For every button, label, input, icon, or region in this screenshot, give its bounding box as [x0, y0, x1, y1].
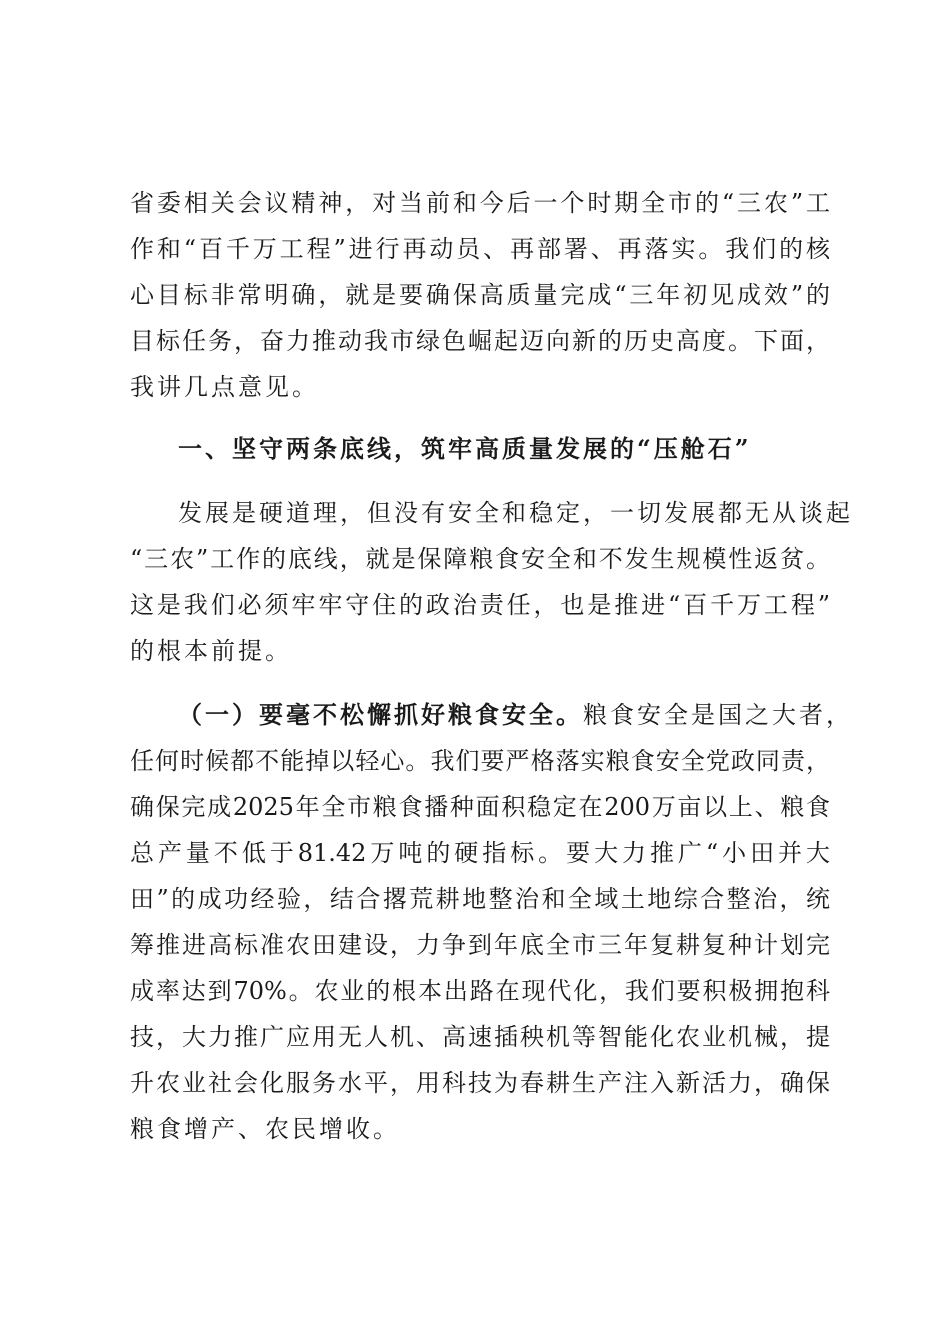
subsection-paragraph — [130, 692, 853, 1152]
section-heading: 一、坚守两条底线，筑牢高质量发展的“压舱石” — [178, 434, 752, 463]
section-paragraph — [130, 490, 853, 674]
text-line: 任何时候都不能掉以轻心。我们要严格落实粮食安全党政同责， — [130, 747, 830, 775]
text-line: 心目标非常明确，就是要确保高质量完成“三年初见成效”的 — [130, 281, 830, 309]
text-line: 确保完成2025年全市粮食播种面积稳定在200万亩以上、粮食 — [130, 793, 830, 821]
text-line: “三农”工作的底线，就是保障粮食安全和不发生规模性返贫。 — [130, 545, 830, 573]
intro-paragraph — [130, 180, 830, 410]
subsection-title: （一）要毫不松懈抓好粮食安全。 — [178, 700, 583, 729]
text-line: 田”的成功经验，结合撂荒耕地整治和全域土地综合整治，统 — [130, 885, 830, 913]
text-line — [130, 692, 853, 738]
text-line: 这是我们必须牢牢守住的政治责任，也是推进“百千万工程” — [130, 591, 830, 619]
text-line: 我讲几点意见。 — [130, 373, 319, 401]
text-line: 粮食增产、农民增收。 — [130, 1115, 400, 1143]
text-line: 成率达到70%。农业的根本出路在现代化，我们要积极拥抱科 — [130, 977, 830, 1005]
text-line: 作和“百千万工程”进行再动员、再部署、再落实。我们的核 — [130, 235, 830, 263]
document-page — [130, 180, 853, 1152]
text-line: 总产量不低于81.42万吨的硬指标。要大力推广“小田并大 — [130, 839, 830, 867]
text-line: 升农业社会化服务水平，用科技为春耕生产注入新活力，确保 — [130, 1069, 830, 1097]
subsection-lead: 粮食安全是国之大者， — [583, 701, 853, 729]
text-line: 发展是硬道理，但没有安全和稳定，一切发展都无从谈起 — [178, 499, 853, 527]
text-line: 目标任务，奋力推动我市绿色崛起迈向新的历史高度。下面， — [130, 327, 830, 355]
text-line: 技，大力推广应用无人机、高速插秧机等智能化农业机械，提 — [130, 1023, 830, 1051]
text-line: 筹推进高标准农田建设，力争到年底全市三年复耕复种计划完 — [130, 931, 830, 959]
text-line: 的根本前提。 — [130, 637, 292, 665]
text-line: 省委相关会议精神，对当前和今后一个时期全市的“三农”工 — [130, 189, 830, 217]
